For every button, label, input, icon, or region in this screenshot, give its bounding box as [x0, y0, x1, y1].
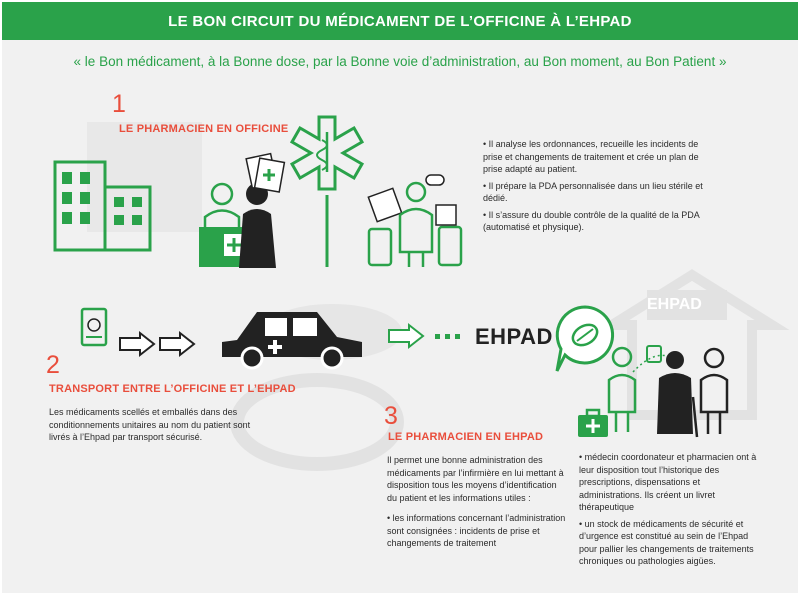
pill-box-icon [364, 167, 474, 272]
motto-quote: « le Bon médicament, à la Bonne dose, par la Bonne voie d’administration, au Bon moment, au Bon Patient » [73, 54, 727, 69]
step1-bullet: • Il s’assure du double contrôle de la qualité de la PDA (automatisé et physique). [483, 209, 700, 232]
infographic [2, 2, 798, 593]
page-title: LE BON CIRCUIT DU MÉDICAMENT DE L’OFFICINE À L’EHPAD [168, 12, 632, 30]
step3-intro: Il permet une bonne administration des médicaments par l’infirmière en lui mettant à disposition tous les moyens d’identification du patient et les informations utiles : [387, 455, 564, 503]
step3-right-description [579, 451, 759, 572]
step3-right-bullet: • médecin coordonateur et pharmacien ont à leur disposition tout l’historique des prescriptions, dispensations et administrations. Ils créent un livret thérapeutique [579, 452, 757, 512]
step1-description [483, 138, 708, 238]
step1-title: LE PHARMACIEN EN OFFICINE [119, 123, 289, 135]
car-icon [217, 302, 367, 372]
step3-right-bullet: • un stock de médicaments de sécurité et d’urgence est constitué au sein de l’Ehpad pour pallier les changements de traitements chroniques ou pathologies aigües. [579, 518, 754, 566]
patient-icon [240, 182, 280, 272]
ehpad-house-label: EHPAD [647, 296, 702, 313]
medical-case-icon [576, 407, 610, 439]
step1-bullet: • Il prépare la PDA personnalisée dans un lieu stérile et dédié. [483, 180, 703, 203]
step1-bullet: • Il analyse les ordonnances, recueille les incidents de prise et changements de traitement et crée un plan de prise adapté au patient. [483, 139, 699, 174]
building-icon [52, 157, 162, 257]
step3-description [387, 454, 567, 554]
step2-number: 2 [46, 351, 60, 379]
step1-number: 1 [112, 90, 126, 118]
elderly-couple-icon [607, 342, 737, 442]
medical-star-icon [292, 112, 362, 272]
arrow-icon [118, 332, 198, 356]
arrow-icon [387, 324, 477, 348]
speech-bubble-pills-icon [555, 305, 615, 375]
step3-bullet: • les informations concernant l’administration sont consignées : incidents de prise et changements de traitement [387, 513, 566, 548]
prescription-icon [247, 154, 287, 194]
medicine-package-icon [80, 307, 110, 347]
step3-number: 3 [384, 402, 398, 430]
step3-title: LE PHARMACIEN EN EHPAD [388, 431, 544, 443]
step2-title: TRANSPORT ENTRE L’OFFICINE ET L’EHPAD [49, 383, 296, 395]
step2-description: Les médicaments scellés et emballés dans des conditionnements unitaires au nom du patient sont livrés à l’Ehpad par transport sécurisé. [49, 407, 251, 442]
ehpad-label: EHPAD [475, 324, 553, 349]
